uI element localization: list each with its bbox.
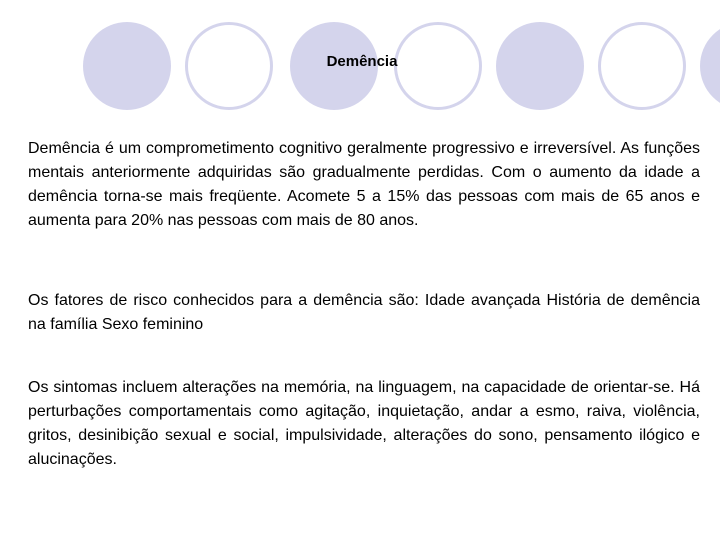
paragraph-risk-factors: Os fatores de risco conhecidos para a demência são: Idade avançada História de demência na família Sexo feminino [28,292,700,333]
slide-title: Demência [326,53,398,70]
decorative-circle-filled [83,22,171,110]
decorative-circle-filled [496,22,584,110]
decorative-circle-ring [598,22,686,110]
paragraph-symptoms: Os sintomas incluem alterações na memória, na linguagem, na capacidade de orientar-se. Há perturbações comportamentais como agitação, inquietação, andar a esmo, raiva, violência, gritos, desinibição sexual e social, impulsividade, alterações do sono, pensamento ilógico e alucinações. [28,379,700,468]
decorative-circle-filled [700,22,720,110]
paragraph-definition: Demência é um comprometimento cognitivo geralmente progressivo e irreversível. As funções mentais anteriormente adquiridas são gradualmente perdidas. Com o aumento da idade a demência torna-se mais freqüente. Acomete 5 a 15% das pessoas com mais de 65 anos e aumenta para 20% nas pessoas com mais de 80 anos. [28,140,700,229]
